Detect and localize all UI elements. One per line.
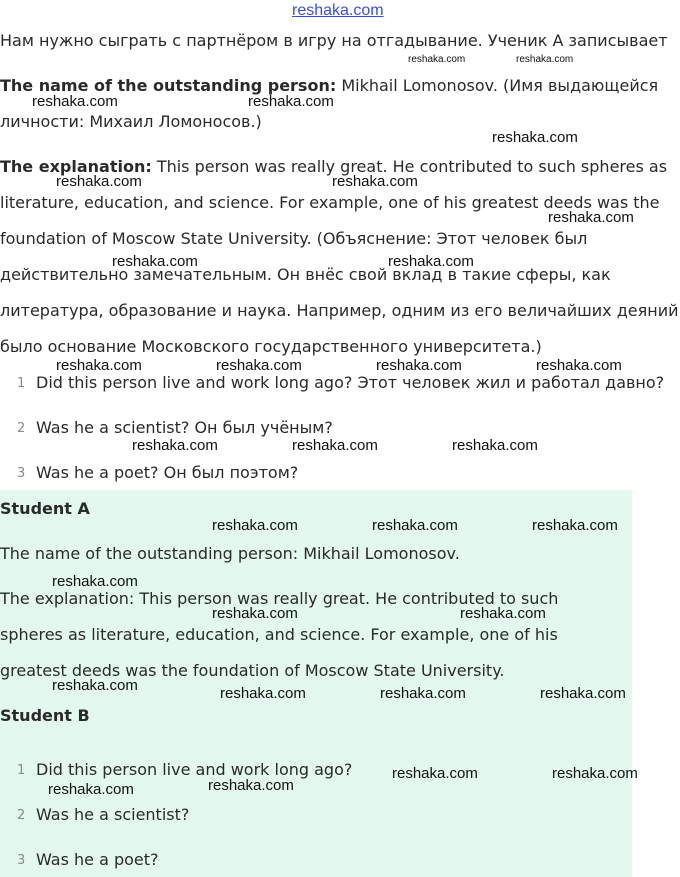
watermark: reshaka.com: [532, 517, 618, 534]
site-link[interactable]: reshaka.com: [292, 2, 384, 19]
student-a-heading: Student A: [0, 499, 90, 518]
watermark: reshaka.com: [132, 437, 218, 454]
watermark: reshaka.com: [536, 357, 622, 374]
student-a-explanation-1: The explanation: This person was really great. He contributed to such: [0, 589, 559, 608]
explanation-line-6: было основание Московского государственного университета.): [0, 337, 542, 356]
watermark: reshaka.com: [552, 765, 638, 782]
intro-text: Нам нужно сыграть с партнёром в игру на отгадывание. Ученик А записывает: [0, 31, 668, 50]
list-item: Did this person live and work long ago? Этот человек жил и работал давно?: [36, 373, 665, 392]
watermark: reshaka.com: [208, 777, 294, 794]
explanation-line-5: литература, образование и наука. Например, одним из его величайших деяний: [0, 301, 679, 320]
student-a-explanation-2: spheres as literature, education, and science. For example, one of his: [0, 625, 558, 644]
name-label: The name of the outstanding person:: [0, 76, 337, 95]
watermark: reshaka.com: [452, 437, 538, 454]
watermark: reshaka.com: [548, 209, 634, 226]
watermark: reshaka.com: [52, 573, 138, 590]
watermark: reshaka.com: [56, 173, 142, 190]
watermark: reshaka.com: [380, 685, 466, 702]
watermark: reshaka.com: [212, 605, 298, 622]
watermark: reshaka.com: [372, 517, 458, 534]
watermark: reshaka.com: [220, 685, 306, 702]
explanation-line-3: foundation of Moscow State University. (Объяснение: Этот человек был: [0, 229, 588, 248]
watermark: reshaka.com: [392, 765, 478, 782]
list-item: Was he a scientist?: [36, 805, 190, 824]
watermark: reshaka.com: [376, 357, 462, 374]
name-value: Mikhail Lomonosov. (Имя выдающейся: [336, 76, 659, 95]
student-a-name-line: The name of the outstanding person: Mikhail Lomonosov.: [0, 544, 460, 563]
list-item-number: 1: [17, 763, 26, 778]
list-item: Did this person live and work long ago?: [36, 760, 353, 779]
watermark: reshaka.com: [32, 93, 118, 110]
explanation-line-2: literature, education, and science. For example, one of his greatest deeds was the: [0, 193, 660, 212]
watermark: reshaka.com: [216, 357, 302, 374]
name-line-2: личности: Михаил Ломоносов.): [0, 112, 262, 131]
list-item-number: 3: [17, 466, 26, 481]
student-b-heading: Student B: [0, 706, 90, 725]
watermark: reshaka.com: [212, 517, 298, 534]
explanation-text: This person was really great. He contributed to such spheres as: [151, 157, 668, 176]
watermark: reshaka.com: [516, 54, 574, 65]
list-item: Was he a poet? Он был поэтом?: [36, 463, 299, 482]
list-item-number: 3: [17, 853, 26, 868]
watermark: reshaka.com: [540, 685, 626, 702]
student-a-explanation-3: greatest deeds was the foundation of Moscow State University.: [0, 661, 505, 680]
watermark: reshaka.com: [460, 605, 546, 622]
watermark: reshaka.com: [48, 781, 134, 798]
explanation-line-4: действительно замечательным. Он внёс свой вклад в такие сферы, как: [0, 265, 611, 284]
list-item-number: 2: [17, 421, 26, 436]
watermark: reshaka.com: [248, 93, 334, 110]
watermark: reshaka.com: [388, 253, 474, 270]
explanation-label: The explanation:: [0, 157, 152, 176]
watermark: reshaka.com: [408, 54, 466, 65]
list-item-number: 2: [17, 808, 26, 823]
watermark: reshaka.com: [292, 437, 378, 454]
watermark: reshaka.com: [56, 357, 142, 374]
watermark: reshaka.com: [332, 173, 418, 190]
list-item: Was he a scientist? Он был учёным?: [36, 418, 333, 437]
list-item-number: 1: [17, 376, 26, 391]
watermark: reshaka.com: [492, 129, 578, 146]
watermark: reshaka.com: [112, 253, 198, 270]
watermark: reshaka.com: [52, 677, 138, 694]
list-item: Was he a poet?: [36, 850, 159, 869]
